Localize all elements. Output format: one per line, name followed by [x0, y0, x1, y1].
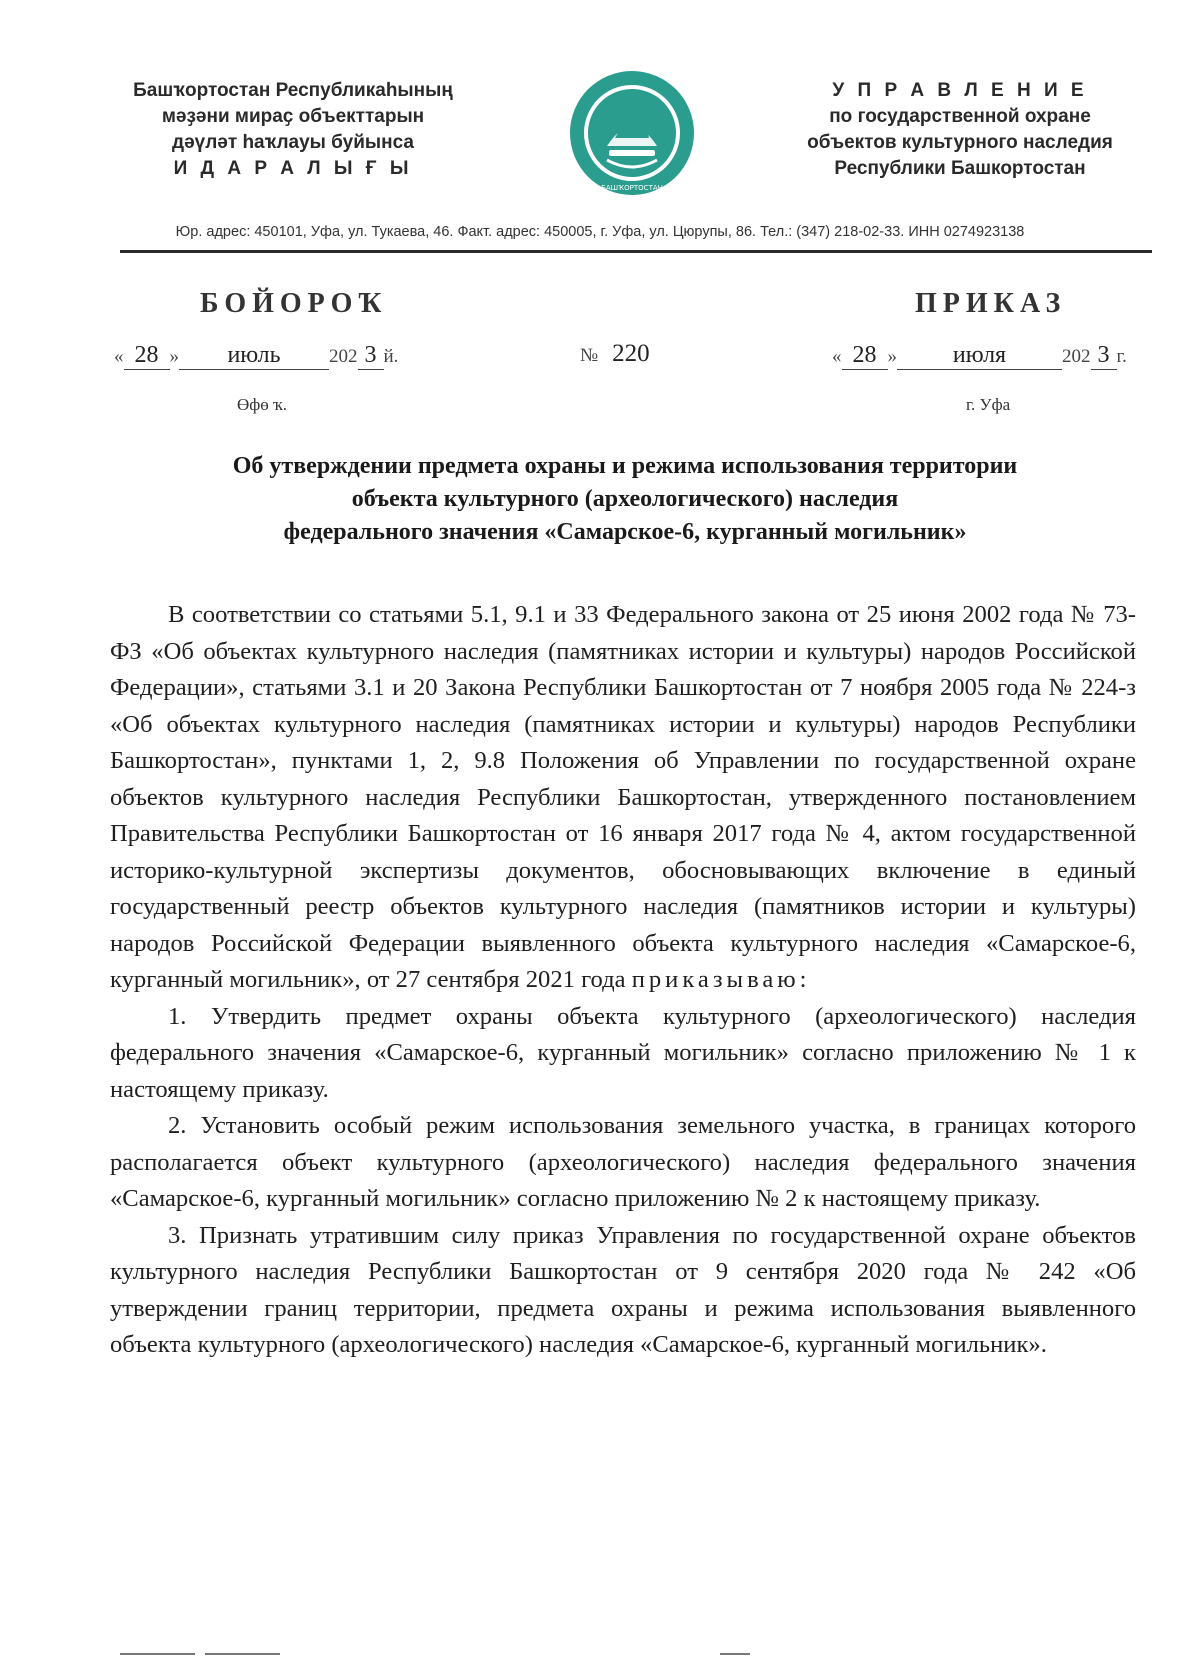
bottom-edge-mark: [205, 1653, 280, 1655]
number-value: 220: [612, 340, 650, 367]
header-right-line: объектов культурного наследия: [807, 132, 1113, 153]
quote-close: »: [169, 346, 179, 367]
title-line: федерального значения «Самарское-6, курганный могильник»: [283, 519, 967, 545]
title-line: Об утверждении предмета охраны и режима использования территории: [232, 453, 1018, 479]
year-suffix: г.: [1116, 346, 1127, 367]
doc-type-russian: ПРИКАЗ: [915, 288, 1067, 319]
quote-close: »: [887, 346, 897, 367]
preamble-text: В соответствии со статьями 5.1, 9.1 и 33 Федерального закона от 25 июня 2002 года № 73-ФЗ «Об объектах культурного наследия (памятниках истории и культуры) народов Российской Федерации», статьями 3.1 и 20 Закона Республики Башкортостан от 7 ноября 2005 года № 224-з «Об объектах культурного наследия (памятниках истории и культуры) народов Республики Башкортостан», пунктами 1, 2, 9.8 Положения об Управлении по государственной охране объектов культурного наследия Республики Башкортостан, утвержденного постановлением Правительства Республики Башкортостан от 16 января 2017 года № 4, актом государственной историко-культурной экспертизы документов, обосновывающих включение в единый государственный реестр объектов культурного наследия (памятников истории и культуры) народов Российской Федерации выявленного объекта культурного наследия «Самарское-6, курганный могильник», от 27 сентября 2021 года: [110, 601, 1136, 993]
year-digit: 3: [358, 342, 384, 370]
date-month: июля: [897, 342, 1062, 370]
header-left-line: мәҙәни мираҫ объекттарын: [161, 106, 425, 127]
quote-open: «: [114, 346, 124, 367]
header-right-line: по государственной охране: [829, 106, 1091, 127]
header-left-line: дәүләт һаҡлауы буйынса: [172, 132, 414, 153]
date-bashkir: [114, 342, 398, 370]
date-day: 28: [842, 342, 888, 370]
city-russian: г. Уфа: [966, 395, 1011, 414]
header-left-block: [98, 78, 488, 182]
date-day: 28: [124, 342, 170, 370]
order-number: [580, 340, 650, 368]
order-word: приказываю:: [631, 966, 811, 993]
year-suffix: й.: [383, 346, 399, 367]
year-prefix: 202: [1062, 346, 1091, 367]
date-month: июль: [179, 342, 329, 370]
year-prefix: 202: [329, 346, 358, 367]
city-bashkir: Өфө ҡ.: [237, 395, 288, 414]
quote-open: «: [832, 346, 842, 367]
emblem-text: БАШҠОРТОСТАН: [601, 184, 663, 192]
header-left-line: Башҡортостан Республикаһының: [133, 80, 453, 101]
header-right-block: [770, 78, 1150, 182]
year-digit: 3: [1091, 342, 1117, 370]
title-line: объекта культурного (археологического) наследия: [351, 486, 899, 512]
bashkortostan-emblem-icon: [567, 68, 697, 198]
date-russian: [832, 342, 1127, 370]
order-item: 2. Установить особый режим использования земельного участка, в границах которого располагается объект культурного (археологического) наследия федерального значения «Самарское-6, курганный могильник» согласно приложению № 2 к настоящему приказу.: [110, 1112, 1136, 1212]
header-divider: [120, 250, 1152, 253]
document-title: [110, 450, 1140, 549]
preamble-paragraph: [110, 597, 1136, 999]
order-item: 1. Утвердить предмет охраны объекта культурного (археологического) наследия федерального значения «Самарское-6, курганный могильник» согласно приложению № 1 к настоящему приказу.: [110, 1002, 1136, 1103]
header-left-line: И Д А Р А Л Ы Ғ Ы: [173, 158, 413, 179]
doc-type-bashkir: БОЙОРОҠ: [200, 288, 388, 319]
number-label: №: [580, 345, 599, 366]
header-right-line: У П Р А В Л Е Н И Е: [832, 80, 1088, 101]
header-right-line: Республики Башкортостан: [834, 158, 1086, 179]
document-body: [110, 597, 1136, 1364]
bottom-edge-mark: [720, 1653, 750, 1655]
address-line: Юр. адрес: 450101, Уфа, ул. Тукаева, 46. Факт. адрес: 450005, г. Уфа, ул. Цюрупы, 86. Тел.: (347) 218-02-33. ИНН 0274923138: [175, 224, 1025, 240]
bottom-edge-mark: [120, 1653, 195, 1655]
order-item: 3. Признать утратившим силу приказ Управления по государственной охране объектов культурного наследия Республики Башкортостан от 9 сентября 2020 года № 242 «Об утверждении границ территории, предмета охраны и режима использования выявленного объекта культурного (археологического) наследия «Самарское-6, курганный могильник».: [110, 1221, 1136, 1358]
